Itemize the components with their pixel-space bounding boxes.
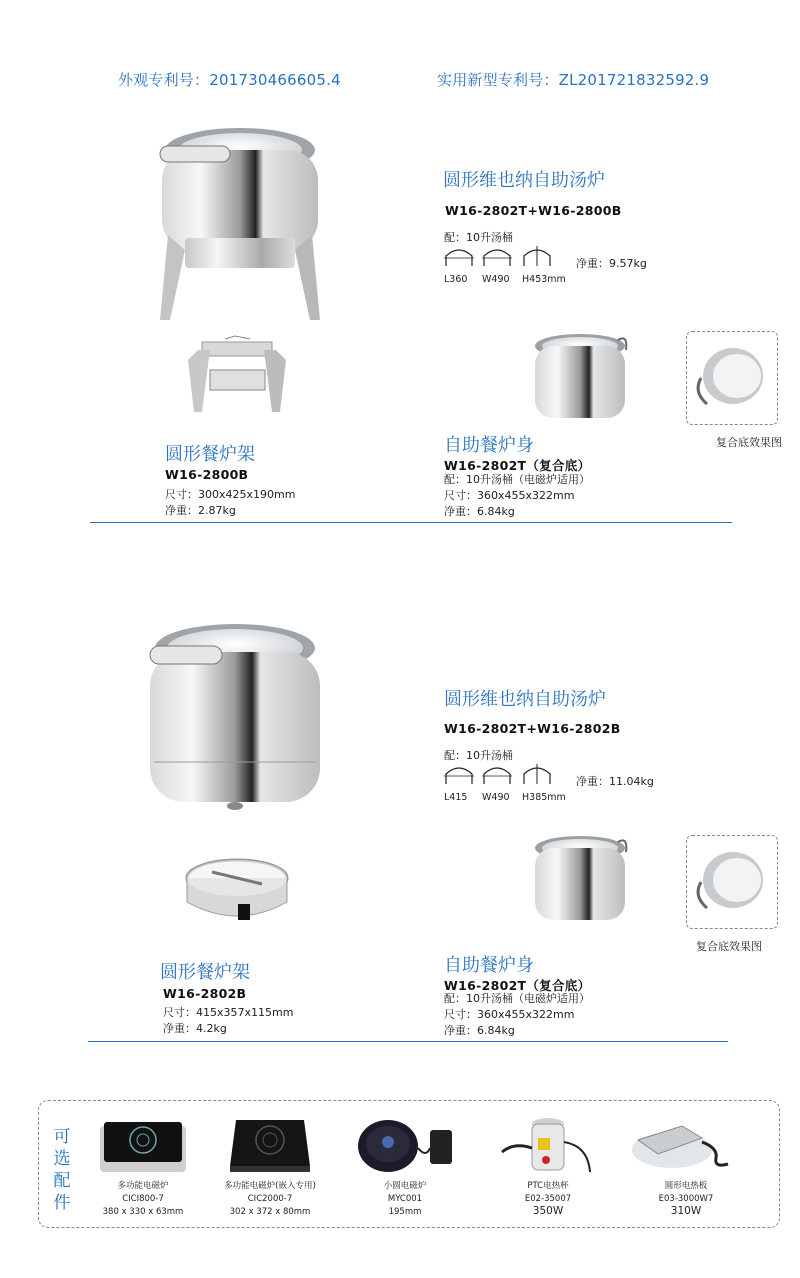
dimension-icons <box>444 246 554 268</box>
composite-bottom-box-1 <box>686 331 778 425</box>
accessory-name-3: 小圆电磁炉 <box>383 1181 427 1191</box>
accessory-code-4: E02-35007 <box>524 1194 572 1204</box>
dim-length: L360 <box>444 274 468 285</box>
stand2-size: 尺寸：415x357x115mm <box>163 1006 294 1019</box>
stand2-title: 圆形餐炉架 <box>160 962 250 983</box>
stand1-size: 尺寸：300x425x190mm <box>165 488 296 501</box>
utility-patent: 实用新型专利号：ZL201721832592.9 <box>437 71 710 89</box>
soup-station-image-1 <box>150 120 330 325</box>
stand2-model: W16-2802B <box>163 986 247 1001</box>
dim-height: H385mm <box>522 792 566 803</box>
accessory-name-5: 圆形电热板 <box>664 1181 708 1191</box>
composite-bottom-box-2 <box>686 835 778 929</box>
dim-length: L415 <box>444 792 468 803</box>
body1-weight: 净重：6.84kg <box>444 505 515 518</box>
section1-model: W16-2802T+W16-2800B <box>445 203 622 218</box>
accessory-code-1: CICI800-7 <box>122 1194 164 1204</box>
body2-config: 配：10升汤桶（电磁炉适用） <box>444 992 590 1005</box>
accessory-name-2: 多功能电磁炉(嵌入专用) <box>224 1181 316 1191</box>
accessory-name-1: 多功能电磁炉 <box>117 1181 169 1191</box>
section2-model: W16-2802T+W16-2802B <box>444 721 621 736</box>
stand1-model: W16-2800B <box>165 467 249 482</box>
accessory-spec-2: 302 x 372 x 80mm <box>229 1207 311 1217</box>
stand-image-2 <box>182 850 292 930</box>
body2-weight: 净重：6.84kg <box>444 1024 515 1037</box>
stand1-title: 圆形餐炉架 <box>165 444 255 465</box>
body1-config: 配：10升汤桶（电磁炉适用） <box>444 473 590 486</box>
body1-title: 自助餐炉身 <box>444 435 534 456</box>
accessory-spec-3: 195mm <box>388 1207 422 1217</box>
soup-station-image-2 <box>140 612 330 812</box>
design-patent: 外观专利号：201730466605.4 <box>118 71 341 89</box>
body2-size: 尺寸：360x455x322mm <box>444 1008 575 1021</box>
dim-width: W490 <box>482 792 510 803</box>
embedded-induction-image <box>228 1116 312 1176</box>
composite-bottom-caption-2: 复合底效果图 <box>696 940 762 953</box>
body2-model: W16-2802T（复合底） <box>444 978 591 993</box>
composite-bottom-caption-1: 复合底效果图 <box>716 436 782 449</box>
small-round-induction-image <box>350 1118 460 1178</box>
round-heating-plate-image <box>628 1118 738 1174</box>
section2-title: 圆形维也纳自助汤炉 <box>444 689 606 710</box>
composite-bottom-image-1 <box>687 332 775 422</box>
ptc-heating-cup-image <box>498 1112 598 1178</box>
accessory-code-2: CIC2000-7 <box>247 1194 293 1204</box>
accessory-spec-1: 380 x 330 x 63mm <box>102 1207 184 1217</box>
body-image-1 <box>530 330 630 425</box>
section2-weight: 净重：11.04kg <box>576 775 654 788</box>
section1-config: 配：10升汤桶 <box>444 231 513 244</box>
stand-image-1 <box>180 334 295 414</box>
dimension-icons <box>444 764 554 786</box>
section1-weight: 净重：9.57kg <box>576 257 647 270</box>
divider-1 <box>90 522 732 523</box>
stand1-weight: 净重：2.87kg <box>165 504 236 517</box>
body1-model: W16-2802T（复合底） <box>444 458 591 473</box>
section2-config: 配：10升汤桶 <box>444 749 513 762</box>
accessory-spec-4: 350W <box>532 1205 564 1217</box>
dim-width: W490 <box>482 274 510 285</box>
accessory-name-4: PTC电热杯 <box>527 1181 569 1191</box>
stand2-weight: 净重：4.2kg <box>163 1022 227 1035</box>
section1-title: 圆形维也纳自助汤炉 <box>443 170 605 191</box>
body1-size: 尺寸：360x455x322mm <box>444 489 575 502</box>
accessory-code-5: E03-3000W7 <box>658 1194 714 1204</box>
composite-bottom-image-2 <box>687 836 775 926</box>
accessories-label: 可选配件 <box>53 1127 71 1213</box>
body2-title: 自助餐炉身 <box>444 955 534 976</box>
accessory-spec-5: 310W <box>670 1205 702 1217</box>
divider-2 <box>88 1041 728 1042</box>
dim-height: H453mm <box>522 274 566 285</box>
induction-cooker-image <box>98 1118 188 1176</box>
body-image-2 <box>530 832 630 927</box>
accessory-code-3: MYC001 <box>387 1194 423 1204</box>
